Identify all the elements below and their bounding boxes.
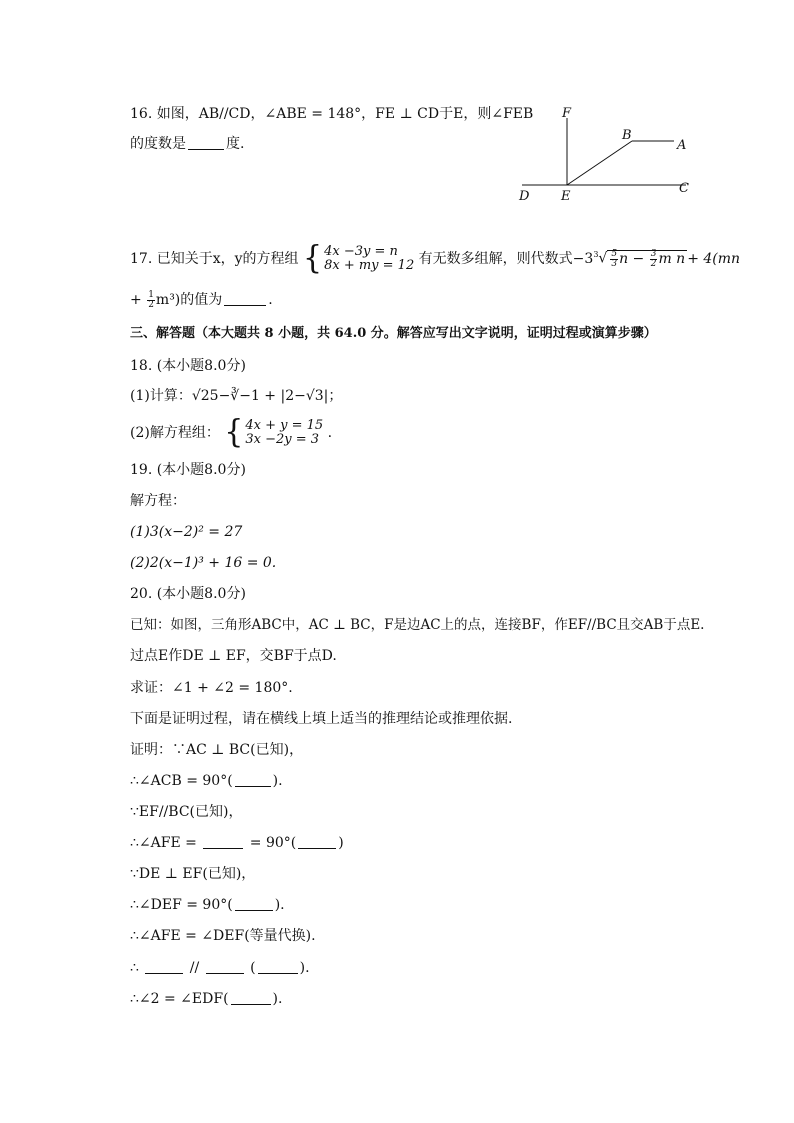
q20-blank-7[interactable]	[258, 959, 298, 974]
q20-given1: 已知：如图，三角形ABC中，AC ⊥ BC，F是边AC上的点，连接BF，作EF//BC且交AB于点E.	[130, 617, 705, 633]
q20-blank-2[interactable]	[203, 834, 243, 849]
q20-step2: ∴∠ACB = 90°( ).	[130, 773, 283, 789]
q17-middle: 有无数多组解，则代数式−3	[418, 251, 594, 267]
q19-part2: (2)2(x−1)³ + 16 = 0.	[130, 555, 277, 571]
q20-blank-3[interactable]	[298, 834, 336, 849]
q20-step6: ∴∠DEF = 90°( ).	[130, 897, 285, 913]
q17-cube-root: $^3$√ $\frac{5}{3}$ n − $\frac{3}{2}$ m n	[593, 248, 686, 269]
q20-blank-5[interactable]	[145, 959, 183, 974]
root-index: 3	[593, 250, 599, 260]
q20-step4: ∴∠AFE = = 90°( )	[130, 835, 344, 851]
q19-part1: (1)3(x−2)² = 27	[130, 524, 243, 540]
q18-system	[224, 414, 324, 451]
q20-blank-4[interactable]	[235, 896, 273, 911]
q20-step5: ∵DE ⊥ EF(已知)，	[130, 866, 256, 882]
q17-tail: + 4(mn	[687, 251, 741, 267]
q20-blank-1[interactable]	[235, 772, 271, 787]
section-3-heading: 三、解答题（本大题共 8 小题，共 64.0 分。解答应写出文字说明，证明过程或演算步骤）	[130, 326, 657, 341]
brace-icon: {	[224, 414, 244, 451]
q20-blank-6[interactable]	[206, 959, 244, 974]
label-C: C	[679, 181, 689, 196]
q20-instruction: 下面是证明过程，请在横线上填上适当的推理结论或推理依据.	[130, 711, 513, 727]
q18-part1: (1)计算：√25−∛−1 + |2−√3|；	[130, 388, 343, 404]
q17-system	[302, 240, 415, 277]
q17-frac1: $\frac{5}{3}$	[611, 248, 618, 269]
q20-step1: 证明：∵AC ⊥ BC(已知)，	[130, 742, 304, 758]
q19-intro: 解方程：	[130, 493, 186, 509]
q16-line2	[130, 134, 244, 154]
label-B: B	[622, 128, 632, 143]
q20-blank-8[interactable]	[231, 990, 271, 1005]
label-E: E	[561, 189, 571, 204]
q17-answer-blank[interactable]	[224, 291, 266, 306]
q20-prove: 求证：∠1 + ∠2 = 180°.	[130, 680, 293, 696]
label-A: A	[677, 138, 687, 153]
q17-frac2: $\frac{3}{2}$	[650, 248, 657, 269]
q17-eq2: 8x + my = 12	[324, 258, 415, 273]
q17-eq1: 4x −3y = n	[324, 244, 398, 259]
q17-frac3: $\frac{1}{2}$	[148, 289, 154, 310]
q18-title: 18. (本小题8.0分)	[130, 358, 246, 374]
label-D: D	[519, 189, 530, 204]
q17-line2: + $\frac{1}{2}$ m³)的值为 .	[130, 289, 273, 310]
q20-step8: ∴ // ( ).	[130, 960, 310, 976]
q17-line1	[130, 240, 741, 277]
q20-given2: 过点E作DE ⊥ EF，交BF于点D.	[130, 648, 337, 664]
q18-eq1: 4x + y = 15	[245, 418, 324, 433]
q19-title: 19. (本小题8.0分)	[130, 462, 246, 478]
q16-text-a: 的度数是	[130, 136, 186, 152]
q20-step9: ∴∠2 = ∠EDF( ).	[130, 991, 283, 1007]
radical-sign-icon: √	[598, 251, 608, 267]
q20-step3: ∵EF//BC(已知)，	[130, 804, 243, 820]
q16-text-b: 度.	[226, 136, 245, 152]
q16-figure	[516, 100, 706, 210]
q17-prefix: 17. 已知关于x，y的方程组	[130, 251, 299, 267]
brace-icon: {	[302, 240, 323, 277]
q20-step7: ∴∠AFE = ∠DEF(等量代换).	[130, 928, 316, 944]
q16-line1: 16. 如图，AB//CD，∠ABE = 148°，FE ⊥ CD于E，则∠FEB	[130, 106, 534, 122]
q16-answer-blank[interactable]	[188, 135, 224, 150]
q20-title: 20. (本小题8.0分)	[130, 586, 246, 602]
q18-part2: (2)解方程组： { 4x + y = 15 3x −2y = 3 .	[130, 414, 333, 451]
label-F: F	[562, 106, 572, 121]
q18-eq2: 3x −2y = 3	[245, 432, 320, 447]
